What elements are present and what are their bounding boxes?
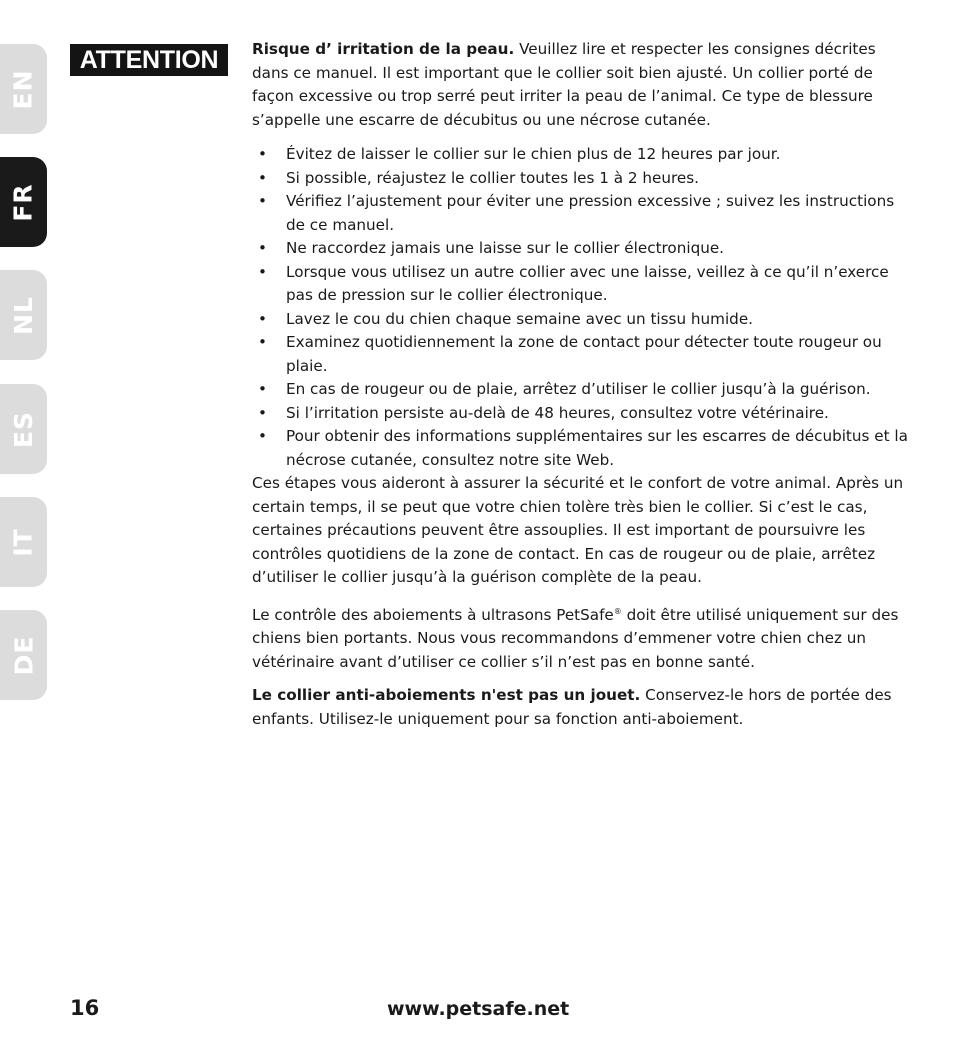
tab-es-label: ES [9, 410, 38, 448]
main-content [252, 38, 912, 731]
ultrasonic-text-end: doit être utilisé uniquement sur des chiens bien portants. Nous vous recommandons d’emmener votre chien chez un vétérinaire avant d’utiliser ce collier s’il n’est pas en bonne santé. [252, 605, 899, 671]
safety-paragraph: Ces étapes vous aideront à assurer la sécurité et le confort de votre animal. Après un certain temps, il se peut que votre chien tolère très bien le collier. Si c’est le cas, certaines précautions peuvent être assouplies. Il est important de poursuivre les contrôles quotidiens de la zone de contact. En cas de rougeur ou de plaie, arrêtez d’utiliser le collier jusqu’à la guérison complète de la peau. [252, 474, 904, 586]
tab-en[interactable] [0, 44, 47, 134]
not-a-toy-heading: Le collier anti-aboiements n'est pas un jouet. [252, 686, 641, 704]
list-item: • Vérifiez l’ajustement pour éviter une pression excessive ; suivez les instructions de ce manuel. [252, 190, 912, 237]
intro-heading: Risque d’ irritation de la peau. [252, 40, 515, 58]
ultrasonic-text-start: Le contrôle des aboiements à ultrasons PetSafe [252, 605, 614, 624]
list-item: • En cas de rougeur ou de plaie, arrêtez d’utiliser le collier jusqu’à la guérison. [252, 378, 912, 402]
tab-it-label: IT [8, 527, 38, 557]
tab-es[interactable] [0, 384, 47, 474]
list-item: • Si l’irritation persiste au-delà de 48 heures, consultez votre vétérinaire. [252, 402, 912, 426]
tab-it[interactable] [0, 497, 47, 587]
tab-en-label: EN [8, 68, 38, 110]
list-item: • Ne raccordez jamais une laisse sur le collier électronique. [252, 237, 912, 261]
attention-badge: ATTENTION [70, 44, 228, 76]
website-url[interactable]: www.petsafe.net [387, 998, 570, 1020]
list-item: • Lorsque vous utilisez un autre collier avec une laisse, veillez à ce qu’il n’exerce pas de pression sur le collier électronique. [252, 261, 912, 308]
registered-mark: ® [613, 606, 622, 616]
page-number: 16 [70, 996, 100, 1020]
ultrasonic-paragraph [252, 600, 912, 675]
intro-paragraph [252, 38, 912, 132]
intro-text: Veuillez lire et respecter les consignes décrites dans ce manuel. Il est important que le collier soit bien ajusté. Un collier porté de façon excessive ou trop serré peut irriter la peau de l’animal. Ce type de blessure s’appelle une escarre de décubitus ou une nécrose cutanée. [252, 40, 876, 129]
not-a-toy-text: Conservez-le hors de portée des enfants. Utilisez-le uniquement pour sa fonction anti-aboiement. [252, 686, 892, 728]
tab-nl-label: NL [8, 295, 38, 335]
precautions-list [252, 143, 912, 472]
tab-de-label: DE [9, 635, 38, 675]
tab-nl[interactable] [0, 270, 47, 360]
list-item: • Examinez quotidiennement la zone de contact pour détecter toute rougeur ou plaie. [252, 331, 912, 378]
list-item: • Si possible, réajustez le collier toutes les 1 à 2 heures. [252, 167, 912, 191]
list-item: • Lavez le cou du chien chaque semaine avec un tissu humide. [252, 308, 912, 332]
tab-de[interactable] [0, 610, 47, 700]
tab-fr-label: FR [8, 182, 38, 222]
list-item: • Évitez de laisser le collier sur le chien plus de 12 heures par jour. [252, 143, 912, 167]
not-a-toy-paragraph [252, 684, 912, 731]
list-item: • Pour obtenir des informations supplémentaires sur les escarres de décubitus et la nécrose cutanée, consultez notre site Web. [252, 425, 912, 472]
tab-fr[interactable] [0, 157, 47, 247]
